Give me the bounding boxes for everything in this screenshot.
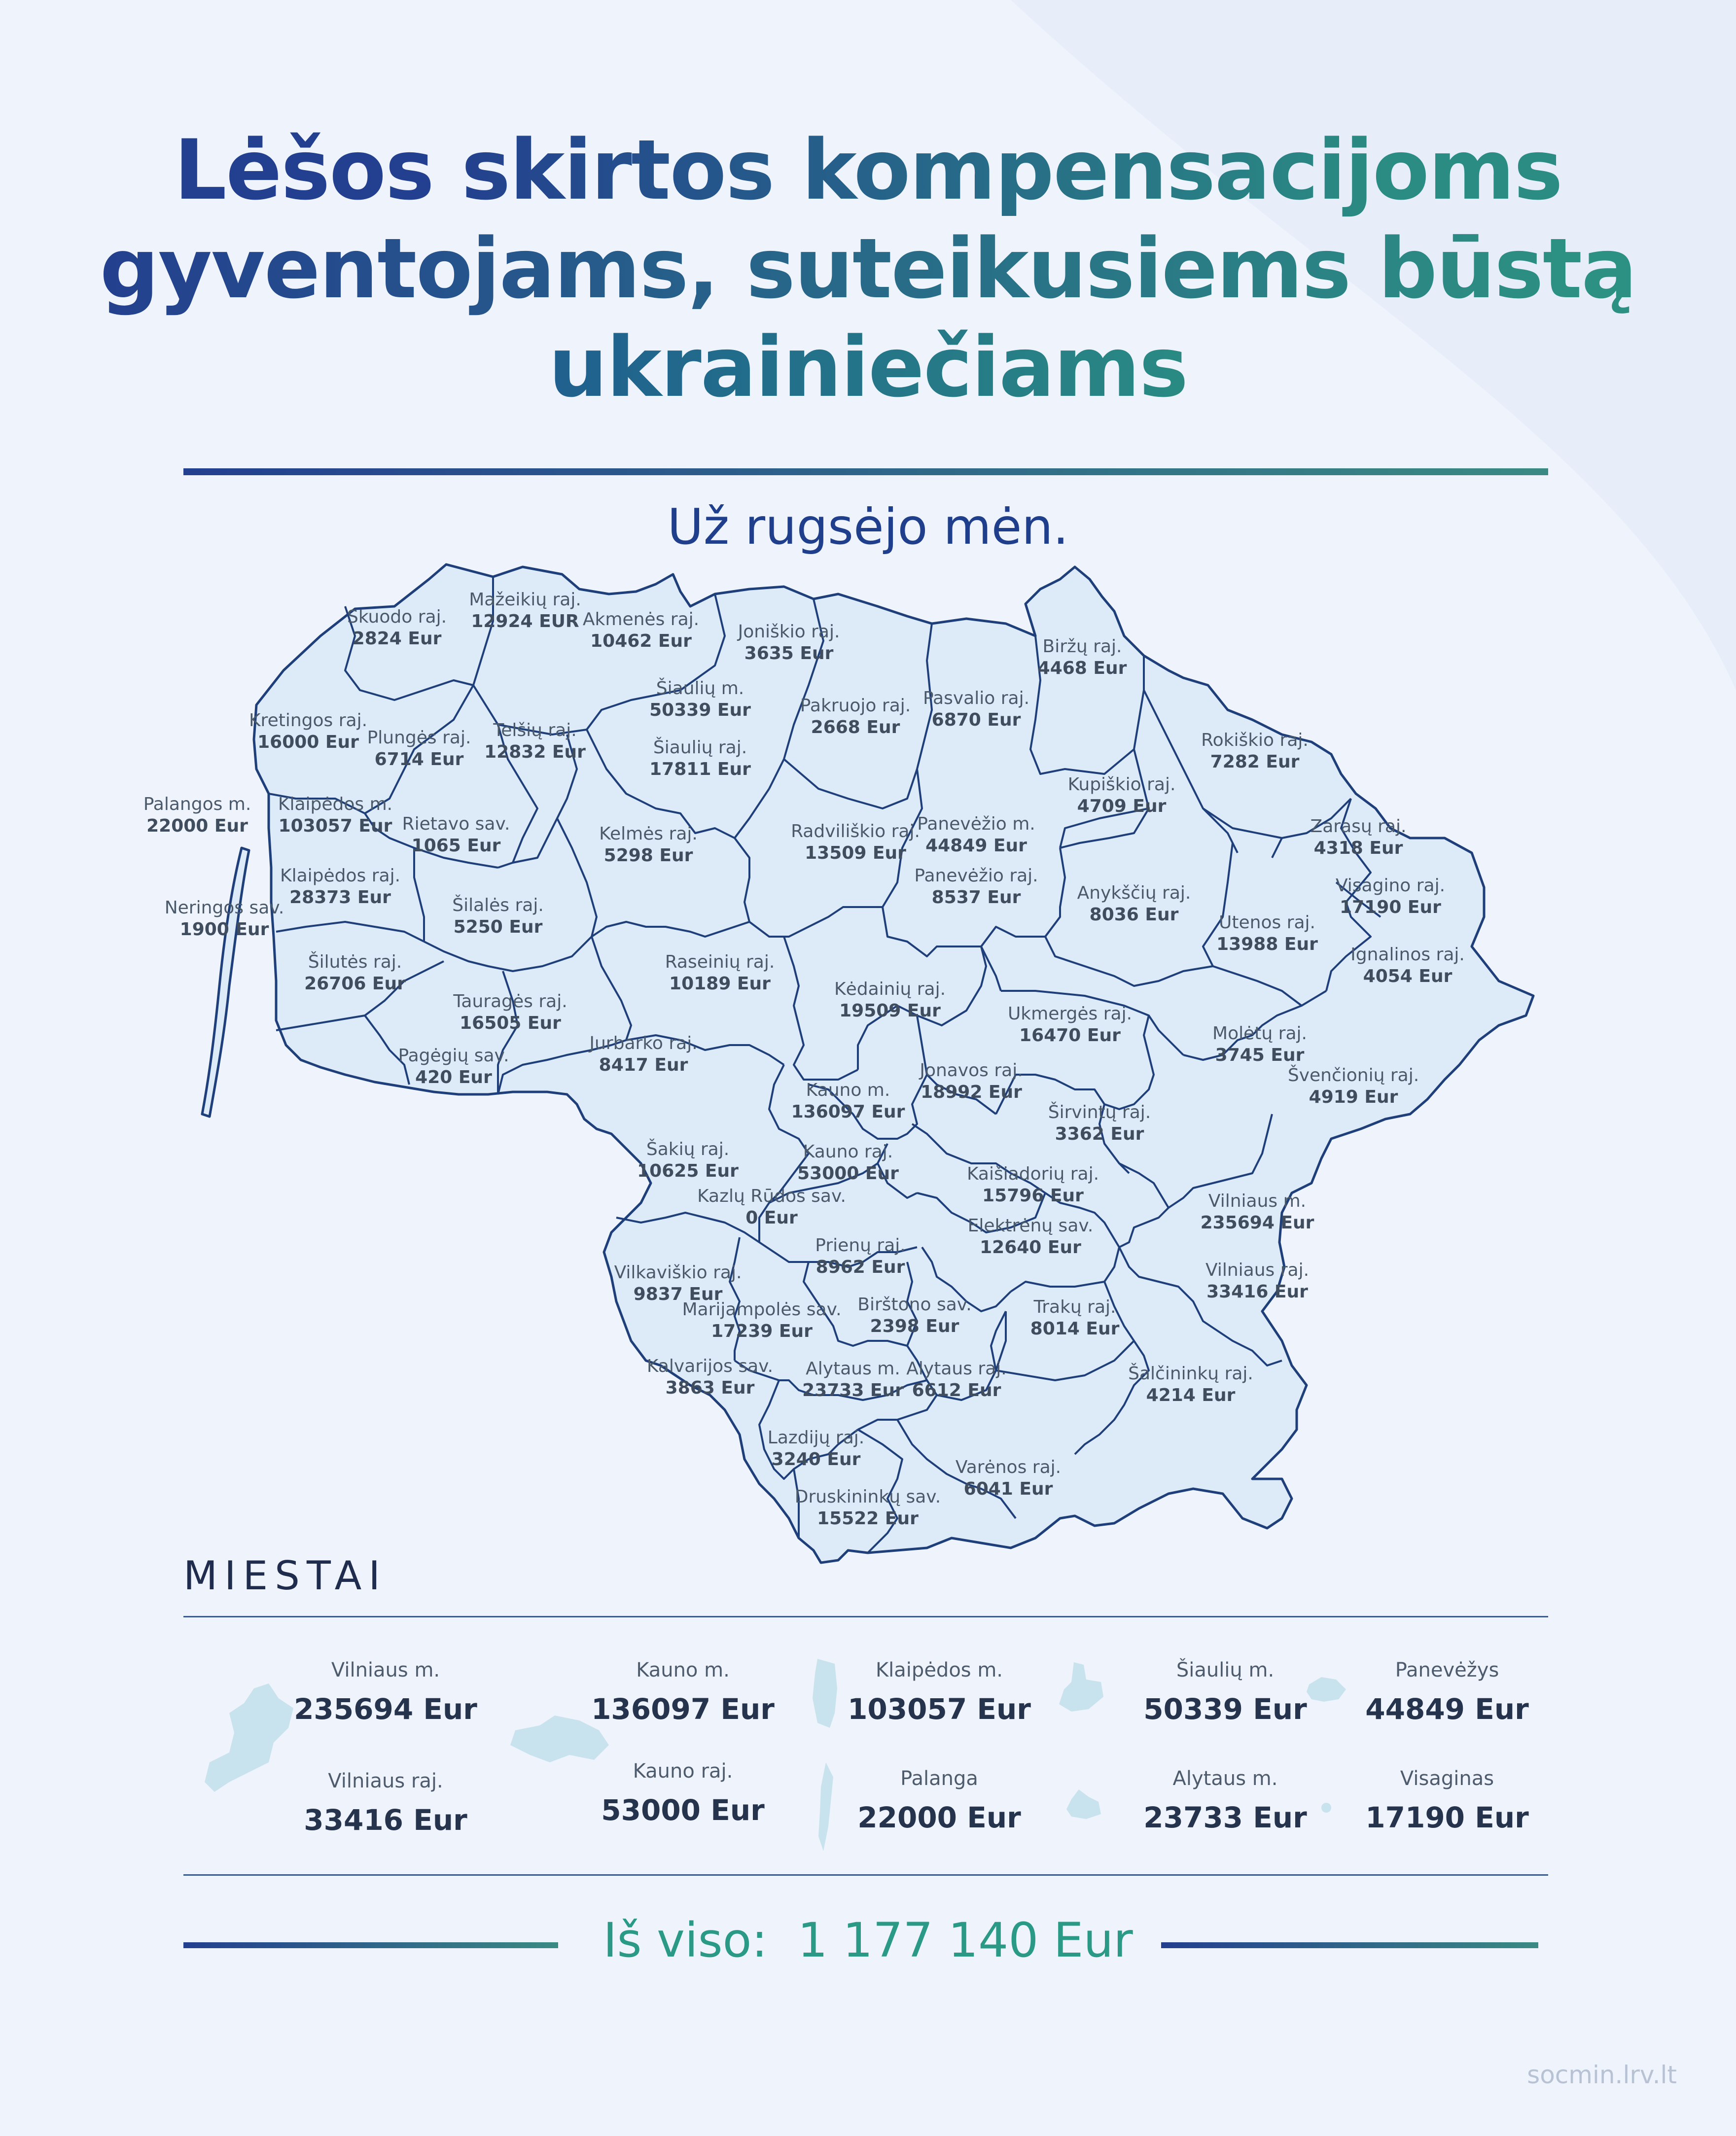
region-value: 23733 Eur <box>802 1380 904 1401</box>
region-label <box>1205 1260 1309 1303</box>
region-name: Plungės raj. <box>367 728 471 748</box>
total-value: 1 177 140 Eur <box>797 1913 1133 1968</box>
region-value: 8036 Eur <box>1089 905 1179 925</box>
region-value: 2824 Eur <box>352 629 442 649</box>
region-value: 22000 Eur <box>146 816 248 836</box>
curonian-spit <box>202 848 249 1117</box>
region-value: 4468 Eur <box>1037 658 1127 678</box>
region-label <box>967 1163 1099 1207</box>
region-name: Kauno m. <box>806 1080 890 1100</box>
cities-bottom-rule <box>183 1874 1548 1876</box>
region-label <box>453 991 567 1034</box>
region-name: Elektrėnų sav. <box>967 1216 1094 1236</box>
region-name: Joniškio raj. <box>738 622 840 642</box>
region-label <box>347 606 447 650</box>
region-name: Kelmės raj. <box>599 824 698 844</box>
region-value: 15522 Eur <box>817 1508 919 1529</box>
region-label <box>469 589 581 632</box>
region-value: 8014 Eur <box>1030 1319 1120 1339</box>
region-value: 10625 Eur <box>637 1161 739 1181</box>
region-name: Vilkaviškio raj. <box>614 1262 742 1283</box>
city-item <box>535 1659 831 1726</box>
region-label <box>304 951 406 995</box>
region-value: 50339 Eur <box>649 700 751 720</box>
region-name: Palangos m. <box>143 794 251 814</box>
title-line-3: ukrainiečiams <box>0 318 1736 417</box>
region-name: Šiaulių m. <box>656 678 744 699</box>
city-item <box>535 1760 831 1827</box>
region-label <box>738 621 840 665</box>
region-name: Šakių raj. <box>646 1139 730 1159</box>
region-label <box>791 1080 905 1123</box>
region-value: 4054 Eur <box>1363 966 1453 986</box>
city-amount: 22000 Eur <box>857 1801 1021 1834</box>
region-label <box>647 1356 773 1399</box>
region-label <box>815 1235 905 1278</box>
region-value: 3635 Eur <box>744 643 834 664</box>
region-value: 8962 Eur <box>815 1257 905 1277</box>
region-label <box>1077 882 1191 926</box>
region-name: Klaipėdos raj. <box>280 866 401 886</box>
region-label <box>637 1139 739 1182</box>
region-name: Panevėžio raj. <box>914 866 1038 886</box>
region-value: 8537 Eur <box>931 887 1021 908</box>
region-label <box>1350 944 1465 987</box>
region-name: Akmenės raj. <box>582 609 700 630</box>
subtitle: Už rugsėjo mėn. <box>667 498 1069 556</box>
region-name: Šilutės raj. <box>308 952 402 972</box>
region-value: 15796 Eur <box>982 1186 1084 1206</box>
region-name: Pakruojo raj. <box>800 696 911 716</box>
city-amount: 136097 Eur <box>591 1692 775 1726</box>
region-value: 4919 Eur <box>1309 1087 1398 1107</box>
region-value: 17190 Eur <box>1340 897 1441 917</box>
region-value: 19509 Eur <box>839 1001 941 1021</box>
region-value: 12924 EUR <box>471 611 579 631</box>
region-label <box>1038 636 1127 679</box>
city-item <box>1299 1659 1595 1726</box>
region-value: 3863 Eur <box>665 1378 755 1398</box>
region-label <box>398 1045 509 1088</box>
region-label <box>1008 1003 1132 1047</box>
region-label <box>1068 774 1176 817</box>
region-label <box>1201 730 1309 773</box>
region-value: 6612 Eur <box>912 1380 1001 1401</box>
region-name: Birštono sav. <box>857 1295 972 1315</box>
city-amount: 53000 Eur <box>601 1793 765 1827</box>
region-name: Molėtų raj. <box>1212 1023 1307 1044</box>
region-name: Ignalinos raj. <box>1350 945 1465 965</box>
region-name: Biržų raj. <box>1042 636 1122 657</box>
city-item <box>238 1770 533 1837</box>
region-name: Ukmergės raj. <box>1007 1004 1133 1024</box>
region-label <box>802 1358 904 1401</box>
title-line-2: gyventojams, suteikusiems būstą <box>0 219 1736 318</box>
city-item <box>1299 1767 1595 1834</box>
region-value: 26706 Eur <box>304 974 406 994</box>
city-name: Kauno m. <box>636 1659 730 1681</box>
region-name: Kaišiadorių raj. <box>966 1164 1099 1184</box>
region-label <box>143 794 251 837</box>
region-label <box>968 1215 1094 1259</box>
region-value: 4709 Eur <box>1077 796 1167 816</box>
footer-url: socmin.lrv.lt <box>1527 2061 1677 2089</box>
region-value: 6714 Eur <box>374 749 464 770</box>
region-label <box>834 979 946 1022</box>
region-value: 5250 Eur <box>453 917 543 937</box>
region-name: Širvintų raj. <box>1048 1102 1151 1122</box>
cities-section-title: MIESTAI <box>183 1553 387 1599</box>
region-name: Šilalės raj. <box>452 895 544 915</box>
region-label <box>682 1299 841 1342</box>
region-name: Rokiškio raj. <box>1201 730 1309 750</box>
region-label <box>249 710 367 753</box>
region-name: Jonavos raj. <box>920 1060 1023 1081</box>
city-name: Panevėžys <box>1395 1659 1499 1681</box>
region-value: 2668 Eur <box>811 717 900 737</box>
city-name: Palanga <box>900 1767 978 1790</box>
region-name: Neringos sav. <box>164 898 284 918</box>
region-label <box>795 1486 941 1530</box>
city-amount: 50339 Eur <box>1143 1692 1307 1726</box>
region-name: Kėdainių raj. <box>834 979 946 999</box>
city-name: Kauno raj. <box>633 1760 733 1783</box>
region-value: 7282 Eur <box>1210 752 1300 772</box>
region-name: Šiaulių raj. <box>653 737 747 758</box>
region-name: Lazdijų raj. <box>767 1428 865 1448</box>
region-label <box>917 813 1035 857</box>
region-label <box>1216 912 1318 955</box>
region-name: Mažeikių raj. <box>469 590 581 610</box>
total-label: Iš viso: <box>603 1913 768 1968</box>
region-value: 0 Eur <box>745 1208 798 1228</box>
region-value: 13509 Eur <box>805 843 906 863</box>
region-name: Vilniaus m. <box>1208 1191 1307 1211</box>
region-name: Kazlų Rūdos sav. <box>697 1186 846 1206</box>
region-value: 4214 Eur <box>1146 1385 1236 1405</box>
region-label <box>1201 1191 1314 1234</box>
region-name: Visagino raj. <box>1335 875 1446 896</box>
region-value: 136097 Eur <box>791 1102 905 1122</box>
city-item <box>791 1767 1087 1834</box>
region-value: 6041 Eur <box>963 1479 1053 1499</box>
region-label <box>920 1060 1023 1103</box>
region-value: 5298 Eur <box>603 845 693 866</box>
region-value: 16000 Eur <box>257 732 359 752</box>
region-value: 12832 Eur <box>484 742 586 762</box>
city-amount: 23733 Eur <box>1143 1801 1307 1834</box>
region-label <box>452 895 544 938</box>
region-value: 4318 Eur <box>1313 838 1403 858</box>
region-label <box>589 1033 697 1076</box>
region-value: 16505 Eur <box>460 1013 561 1033</box>
region-label <box>857 1294 971 1337</box>
city-amount: 44849 Eur <box>1365 1692 1529 1726</box>
region-label <box>165 897 284 941</box>
region-label <box>484 720 586 763</box>
city-name: Alytaus m. <box>1172 1767 1278 1790</box>
city-amount: 17190 Eur <box>1365 1801 1529 1834</box>
region-name: Jurbarko raj. <box>589 1033 698 1053</box>
region-value: 17239 Eur <box>711 1321 813 1341</box>
region-label <box>599 823 698 867</box>
region-name: Skuodo raj. <box>347 607 447 627</box>
region-value: 12640 Eur <box>980 1237 1081 1258</box>
region-label <box>906 1358 1006 1401</box>
city-amount: 103057 Eur <box>848 1692 1031 1726</box>
region-name: Pagėgių sav. <box>398 1046 509 1066</box>
region-value: 2398 Eur <box>870 1316 959 1336</box>
city-item <box>791 1659 1087 1726</box>
region-name: Vilniaus raj. <box>1205 1260 1310 1280</box>
city-amount: 33416 Eur <box>304 1803 467 1837</box>
cities-top-rule <box>183 1616 1548 1617</box>
region-label <box>1311 816 1407 859</box>
region-name: Prienų raj. <box>815 1235 906 1256</box>
region-label <box>768 1427 864 1471</box>
region-value: 1065 Eur <box>411 836 501 856</box>
region-name: Rietavo sav. <box>402 814 510 834</box>
region-label <box>800 695 911 738</box>
region-name: Švenčionių raj. <box>1287 1065 1419 1086</box>
region-value: 44849 Eur <box>925 836 1027 856</box>
region-name: Radviliškio raj. <box>791 821 920 841</box>
title-line-1: Lėšos skirtos kompensacijoms <box>0 121 1736 219</box>
region-label <box>649 737 751 780</box>
region-label <box>1128 1363 1253 1406</box>
region-name: Alytaus raj. <box>906 1359 1007 1379</box>
region-label <box>1212 1023 1307 1066</box>
region-name: Kalvarijos sav. <box>646 1356 774 1376</box>
region-value: 53000 Eur <box>797 1163 899 1184</box>
region-label <box>791 821 920 864</box>
city-name: Šiaulių m. <box>1176 1659 1275 1681</box>
region-value: 6870 Eur <box>931 710 1021 730</box>
region-value: 33416 Eur <box>1206 1282 1308 1302</box>
region-label <box>278 794 392 837</box>
region-name: Tauragės raj. <box>453 991 567 1012</box>
region-value: 18992 Eur <box>921 1082 1022 1102</box>
region-name: Pasvalio raj. <box>922 688 1030 708</box>
region-name: Varėnos raj. <box>955 1457 1062 1477</box>
city-item <box>238 1659 533 1726</box>
city-name: Visaginas <box>1400 1767 1494 1790</box>
region-value: 17811 Eur <box>649 759 751 779</box>
region-label <box>956 1457 1061 1500</box>
region-value: 9837 Eur <box>633 1284 723 1304</box>
region-name: Raseinių raj. <box>665 952 775 972</box>
region-name: Kauno raj. <box>803 1142 893 1162</box>
region-label <box>697 1186 846 1229</box>
total-amount <box>0 1913 1736 1968</box>
region-value: 13988 Eur <box>1216 934 1318 954</box>
region-name: Utenos raj. <box>1219 912 1315 933</box>
region-name: Alytaus m. <box>806 1359 900 1379</box>
region-value: 3240 Eur <box>771 1449 861 1470</box>
region-value: 103057 Eur <box>278 816 392 836</box>
region-name: Kupiškio raj. <box>1067 774 1176 795</box>
region-value: 3745 Eur <box>1215 1045 1305 1065</box>
region-label <box>665 951 775 995</box>
region-label <box>280 865 400 909</box>
region-name: Šalčininkų raj. <box>1128 1364 1253 1384</box>
region-value: 10189 Eur <box>669 974 771 994</box>
region-label <box>1288 1065 1419 1108</box>
region-label <box>583 609 699 652</box>
region-name: Druskininkų sav. <box>794 1487 941 1507</box>
region-name: Telšių raj. <box>493 720 577 740</box>
region-label <box>649 678 751 721</box>
region-label <box>797 1141 899 1185</box>
region-name: Klaipėdos m. <box>278 794 393 814</box>
region-value: 235694 Eur <box>1200 1213 1314 1233</box>
region-label <box>402 813 510 857</box>
region-name: Trakų raj. <box>1033 1297 1116 1317</box>
region-value: 8417 Eur <box>599 1055 688 1075</box>
city-name: Vilniaus raj. <box>328 1770 443 1792</box>
region-name: Zarasų raj. <box>1310 816 1407 837</box>
region-name: Marijampolės sav. <box>682 1299 842 1320</box>
region-value: 3362 Eur <box>1055 1124 1144 1144</box>
region-label <box>923 688 1029 731</box>
city-name: Klaipėdos m. <box>875 1659 1003 1681</box>
region-label <box>1048 1102 1151 1145</box>
region-value: 1900 Eur <box>179 919 269 940</box>
region-label <box>914 865 1038 909</box>
region-name: Anykščių raj. <box>1077 883 1191 903</box>
region-label <box>1336 875 1445 918</box>
region-label <box>367 727 471 770</box>
region-value: 420 Eur <box>415 1067 492 1087</box>
region-label <box>1030 1296 1120 1340</box>
region-value: 16470 Eur <box>1019 1025 1121 1046</box>
region-value: 28373 Eur <box>289 887 391 908</box>
city-amount: 235694 Eur <box>294 1692 477 1726</box>
region-value: 10462 Eur <box>590 631 692 651</box>
region-name: Panevėžio m. <box>917 814 1035 834</box>
region-name: Kretingos raj. <box>248 710 368 731</box>
city-name: Vilniaus m. <box>331 1659 440 1681</box>
